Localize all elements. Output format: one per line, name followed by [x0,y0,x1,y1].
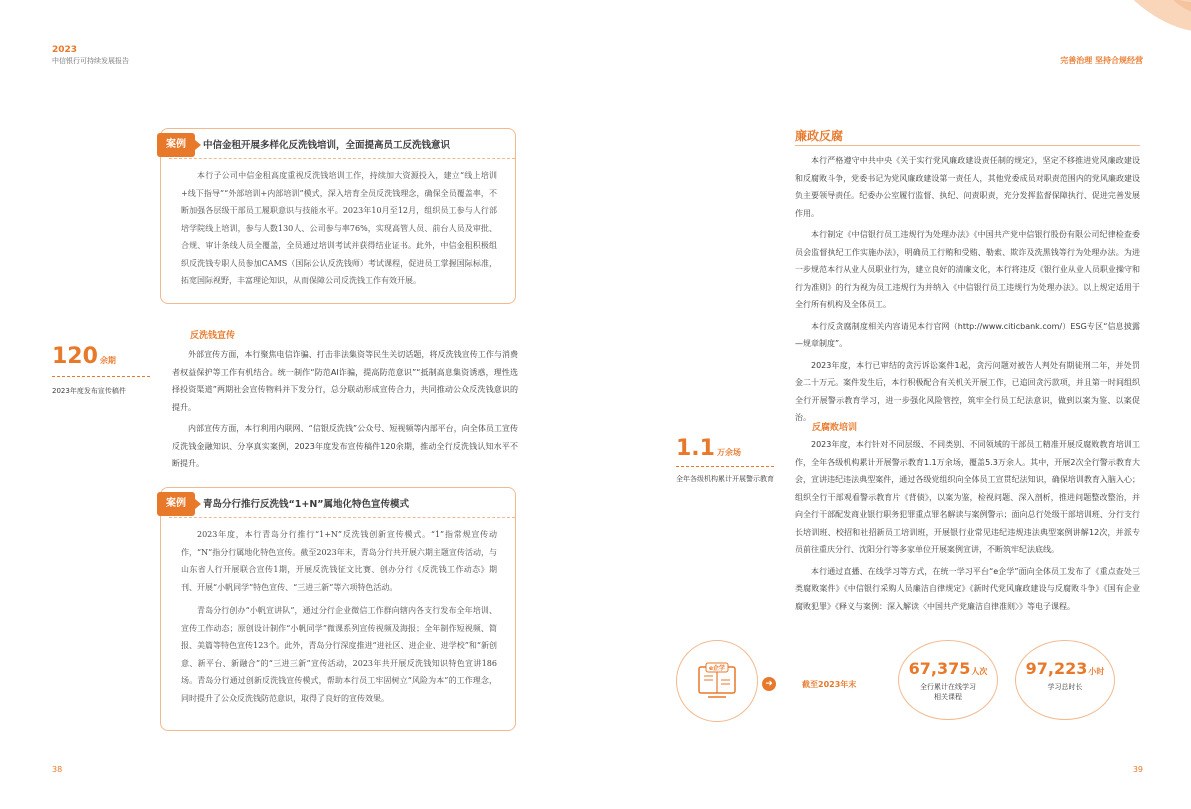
publicity-text [172,346,518,477]
stat-divider [52,376,150,377]
paragraph: 外部宣传方面，本行聚焦电信诈骗、打击非法集资等民生关切话题，将反洗钱宣传工作与消费者权益保护等工作有机结合。统一制作“防范AI诈骗，提高防范意识”“抵制高息集资诱惑，理性选择投资渠道”两期社会宣传物料并下发分行，总分联动形成宣传合力，共同推动公众反洗钱意识的提升。 [172,350,518,412]
paragraph: 内部宣传方面，本行利用内联网、“信银反洗钱”公众号、短视频等内部平台，向全体员工宣传反洗钱金融知识、分享真实案例，2023年度发布宣传稿件120余期，推动全行反洗钱认知水平不断提升。 [172,424,518,468]
case-paragraph: 2023年度，本行青岛分行推行“1+N”反洗钱创新宣传模式。“1”指常规宣传动作，“N”指分行属地化特色宣传。截至2023年末，青岛分行共开展六期主题宣传活动，与山东省人行开展联合宣传1期，开展反洗钱征文比赛、创办分行《反洗钱工作动态》期刊、开展“小帆同学”特色宣传、“三进三新”等六项特色活动。 [181,530,497,592]
case-body [181,167,497,296]
anti-corruption-text [795,152,1140,431]
as-of-date: 截至2023年末 [802,680,857,689]
stat-circle-hours [1015,640,1115,720]
case-box-1 [160,128,516,304]
training-text [795,436,1140,619]
case-box-2 [160,487,516,731]
stat-divider [676,466,774,467]
case-title: 青岛分行推行反洗钱“1+N”属地化特色宣传模式 [203,499,410,510]
paragraph: 本行制定《中信银行员工违规行为处理办法》《中国共产党中信银行股份有限公司纪律检查委员会监督执纪工作实施办法》，明确员工行贿和受贿、勒索、欺诈及洗黑钱等行为处理办法。为进一步规范本行从业人员职业行为，建立良好的清廉文化，本行将违反《银行业从业人员职业操守和行为准则》的行为视为员工违规行为并纳入《中信银行员工违规行为处理办法》。以上规定适用于全行所有机构及全体员工。 [795,230,1140,309]
stat-number: 67,375 [908,659,971,678]
stat-number: 1.1 [676,436,715,461]
report-year: 2023 [52,45,78,55]
page-number-right: 39 [1132,765,1143,774]
decorative-petal-graphic [1031,0,1191,80]
stat-warning-value [676,436,741,461]
case-body [181,526,497,713]
stat-publicity-label: 2023年度发布宣传稿件 [52,387,126,395]
section-heading-training: 反腐败培训 [812,423,858,433]
case-title: 中信金租开展多样化反洗钱培训，全面提高员工反洗钱意识 [203,140,451,151]
paragraph: 本行反贪腐制度相关内容请见本行官网（http://www.citicbank.com/）ESG专区“信息披露—规章制度”。 [795,321,1140,348]
section-title: 完善治理 坚持合规经营 [1060,56,1143,65]
paragraph: 本行严格遵守中共中央《关于实行党风廉政建设责任制的规定》，坚定不移推进党风廉政建设和反腐败斗争，党委书记为党风廉政建设第一责任人，其他党委成员对职责范围内的党风廉政建设负主要领导责任。纪委办公室履行监督、执纪、问责职责，充分发挥监督保障执行、促进完善发展作用。 [795,156,1140,218]
stat-learning-value [899,659,997,678]
case-paragraph: 本行子公司中信金租高度重视反洗钱培训工作，持续加大资源投入，建立“线上培训+线下指导”“外部培训+内部培训”模式，深入培育全员反洗钱理念，确保全员覆盖率，不断加强各层级干部员工履职意识与技能水平。2023年10月至12月，组织员工参与人行部培学院线上培训，参与人数130人、公司参与率76%，实现高管人员、前台人员及审批、合规、审计条线人员全覆盖，全员通过培训考试并获得结业证书。此外，中信金租积极组织反洗钱专职人员参加CAMS（国际公认反洗钱师）考试课程，促进员工掌握国际标准，拓宽国际视野，丰富理论知识，从而保障公司反洗钱工作有效开展。 [181,171,497,285]
case-paragraph: 青岛分行创办“小帆宣讲队”，通过分行企业微信工作群向辖内各支行发布全年培训、宣传工作动态；原创设计制作“小帆同学”微课系列宣传视频及海报；全年制作短视频、简报、美篇等特色宣传123个。此外，青岛分行深度推进“进社区、进企业、进学校”和“新创意、新平台、新融合”的“三进三新”宣传活动，2023年共开展反洗钱知识特色宣讲186场。青岛分行通过创新反洗钱宣传模式，帮助本行员工牢固树立“风险为本”的工作理念，同时提升了公众反洗钱防范意识，取得了良好的宣传效果。 [181,606,497,703]
stat-unit: 小时 [1088,667,1105,676]
stat-number: 120 [52,344,98,369]
paragraph: 2023年度，本行针对不同层级、不同类别、不同领域的干部员工精准开展反腐败教育培训工作，全年各级机构累计开展警示教育1.1万余场，覆盖5.3万余人。其中，开展2次全行警示教育大会，宣讲违纪违法典型案件，通过各级党组织向全体员工宣贯纪法知识，确保培训教育入脑入心；组织全行干部观看警示教育片《背债》，以案为鉴，检视问题、深入剖析，推进问题整改整治，并向全行干部配发商业银行职务犯罪重点罪名解读与案例警示；面向总行处级干部培训班、分行支行长培训班、校招和社招新员工培训班，开展银行业常见违纪违规违法典型案例讲解12次，并派专员前往重庆分行、沈阳分行等多家单位开展案例宣讲，不断筑牢纪法底线。 [795,440,1140,554]
page-title: 廉政反腐 [795,129,844,143]
stat-unit: 万余场 [716,448,741,457]
report-name: 中信银行可持续发展报告 [52,57,129,65]
paragraph: 本行通过直播、在线学习等方式，在统一学习平台“e企学”面向全体员工发布了《重点查处三类腐败案件》《中信银行采购人员廉洁自律规定》《新时代党风廉政建设与反腐败斗争》《国有企业腐败犯罪》《释义与案例：深入解读〈中国共产党廉洁自律准则〉》等电子课程。 [795,566,1140,611]
stat-warning-label: 全年各级机构累计开展警示教育 [676,475,774,483]
stat-hours-value [1016,659,1114,678]
stat-publicity-value [52,344,116,369]
stat-number: 97,223 [1025,659,1088,678]
title-divider [795,145,1140,146]
stat-circle-learning [898,640,998,720]
case-tag: 案例 [157,492,195,516]
stat-hours-label: 学习总时长 [1047,683,1083,691]
paragraph: 2023年度，本行已审结的贪污诉讼案件1起，贪污问题对被告人判处有期徒刑二年，并处罚金二十万元。案件发生后，本行积极配合有关机关开展工作，已追回贪污款项，并且第一时间组织全行开展警示教育学习，进一步强化风险管控，筑牢全行员工纪法意识，做到以案为鉴、以案促治。 [795,360,1140,422]
arrow-right-icon: ➜ [762,677,776,691]
page-number-left: 38 [52,765,63,774]
section-heading-publicity: 反洗钱宣传 [190,331,236,341]
stat-unit: 人次 [971,667,988,676]
stat-learning-label: 全行累计在线学习相关课程 [920,683,976,701]
case-tag: 案例 [157,133,195,157]
logo-label: e企学 [708,665,726,672]
stat-unit: 余期 [99,356,116,365]
